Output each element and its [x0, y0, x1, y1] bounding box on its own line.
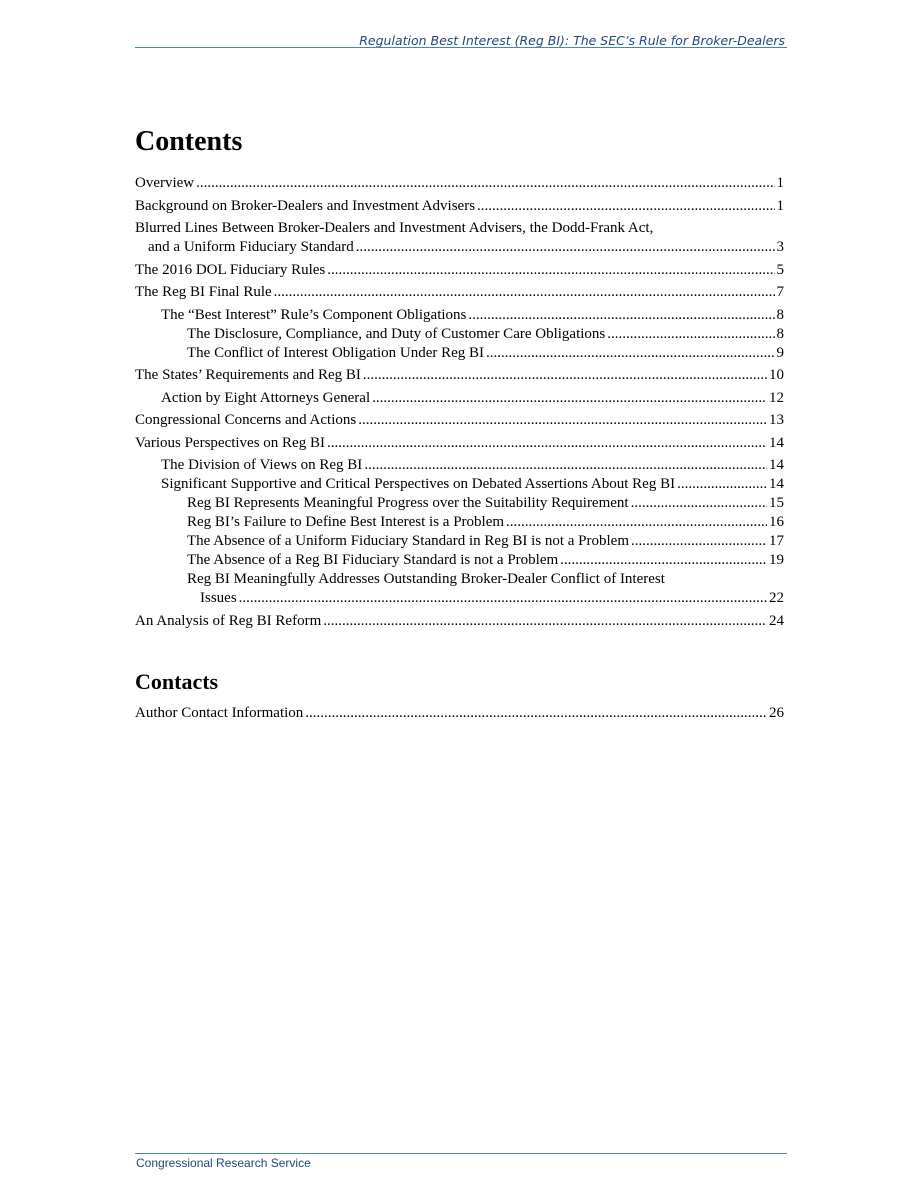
toc-entry-page: 9 — [776, 344, 784, 361]
toc-entry-meaningful-progress[interactable] — [135, 494, 784, 513]
toc-entry-division-of-views[interactable] — [135, 456, 784, 475]
toc-entry-page: 10 — [769, 367, 784, 383]
footer-rule — [135, 1153, 787, 1154]
toc-entry-conflict-obligation[interactable] — [135, 344, 784, 363]
toc-entry-page: 5 — [776, 261, 784, 278]
toc-entry-title-line2: Issues — [200, 590, 237, 606]
toc-entry-page: 26 — [769, 705, 784, 721]
contacts-list — [135, 704, 784, 723]
toc-entry-page: 15 — [769, 495, 784, 511]
toc-entry-title-line1: Reg BI Meaningfully Addresses Outstanding Broker-Dealer Conflict of Interest — [187, 571, 665, 587]
toc-entry-title: Overview — [135, 175, 195, 191]
toc-entry-uniform-fiduciary[interactable] — [135, 532, 784, 551]
toc-entry-page: 24 — [769, 612, 784, 629]
contents-heading: Contents — [135, 126, 243, 157]
toc-entry-title: Action by Eight Attorneys General — [161, 389, 371, 406]
toc-entry-page: 19 — [769, 552, 784, 568]
toc-entry-author-contact[interactable] — [135, 704, 784, 723]
toc-entry-page: 7 — [776, 284, 784, 300]
toc-entry-title-line1: Blurred Lines Between Broker-Dealers and Investment Advisers, the Dodd-Frank Act, — [135, 220, 654, 236]
toc-entry-title: Congressional Concerns and Actions — [135, 412, 357, 428]
toc-entry-failure-to-define[interactable] — [135, 513, 784, 532]
toc-entry-title: Author Contact Information — [135, 705, 304, 721]
toc-entry-page: 13 — [769, 412, 784, 428]
toc-entry-reg-bi-fiduciary[interactable] — [135, 551, 784, 570]
contacts-heading: Contacts — [135, 669, 219, 694]
toc-entry-page: 14 — [769, 434, 784, 451]
toc-entry-title: Various Perspectives on Reg BI — [135, 434, 325, 451]
toc-entry-page: 8 — [776, 306, 784, 323]
table-of-contents — [135, 174, 784, 631]
toc-entry-page: 22 — [769, 590, 784, 606]
toc-entry-attorneys-general[interactable] — [135, 389, 784, 408]
toc-entry-blurred-lines[interactable] — [135, 219, 784, 257]
toc-entry-title: The 2016 DOL Fiduciary Rules — [135, 261, 326, 278]
toc-entry-title: The Disclosure, Compliance, and Duty of Customer Care Obligations — [187, 325, 606, 342]
toc-entry-final-rule[interactable] — [135, 283, 784, 302]
toc-entry-page: 3 — [776, 239, 784, 255]
footer-publisher: Congressional Research Service — [136, 1156, 311, 1170]
toc-entry-page: 12 — [769, 389, 784, 406]
toc-entry-title: Background on Broker-Dealers and Investment Advisers — [135, 197, 476, 214]
toc-entry-title: An Analysis of Reg BI Reform — [135, 612, 322, 629]
toc-entry-page: 1 — [776, 175, 784, 191]
toc-entry-title: Reg BI Represents Meaningful Progress over the Suitability Requirement — [187, 495, 629, 511]
toc-entry-title: The Conflict of Interest Obligation Under Reg BI — [187, 344, 485, 361]
toc-entry-title: The Absence of a Uniform Fiduciary Standard in Reg BI is not a Problem — [187, 533, 629, 549]
running-header: Regulation Best Interest (Reg BI): The SEC’s Rule for Broker-Dealers — [359, 33, 785, 48]
toc-entry-title: Significant Supportive and Critical Perspectives on Debated Assertions About Reg BI — [161, 476, 676, 492]
toc-entry-title: Reg BI’s Failure to Define Best Interest is a Problem — [187, 514, 505, 530]
toc-entry-page: 16 — [769, 514, 784, 530]
toc-entry-page: 8 — [776, 325, 784, 342]
toc-entry-page: 17 — [769, 533, 784, 549]
toc-entry-page: 14 — [769, 457, 784, 473]
toc-entry-analysis[interactable] — [135, 612, 784, 631]
toc-entry-states-requirements[interactable] — [135, 366, 784, 385]
toc-entry-significant-perspectives[interactable] — [135, 475, 784, 494]
toc-entry-page: 1 — [776, 197, 784, 214]
toc-entry-title-line2: and a Uniform Fiduciary Standard — [148, 239, 354, 255]
toc-entry-background[interactable] — [135, 197, 784, 216]
toc-entry-title: The Absence of a Reg BI Fiduciary Standard is not a Problem — [187, 552, 559, 568]
toc-entry-dol-rules[interactable] — [135, 261, 784, 280]
toc-entry-title: The Reg BI Final Rule — [135, 284, 272, 300]
toc-entry-overview[interactable] — [135, 174, 784, 193]
toc-entry-component-obligations[interactable] — [135, 306, 784, 325]
toc-entry-title: The States’ Requirements and Reg BI — [135, 367, 361, 383]
toc-entry-various-perspectives[interactable] — [135, 434, 784, 453]
toc-entry-conflict-issues[interactable] — [135, 570, 784, 608]
toc-entry-title: The Division of Views on Reg BI — [161, 457, 363, 473]
toc-entry-congressional-concerns[interactable] — [135, 411, 784, 430]
header-rule — [135, 47, 787, 48]
toc-entry-title: The “Best Interest” Rule’s Component Obligations — [161, 306, 467, 323]
toc-entry-page: 14 — [769, 476, 784, 492]
toc-entry-disclosure-obligations[interactable] — [135, 325, 784, 344]
